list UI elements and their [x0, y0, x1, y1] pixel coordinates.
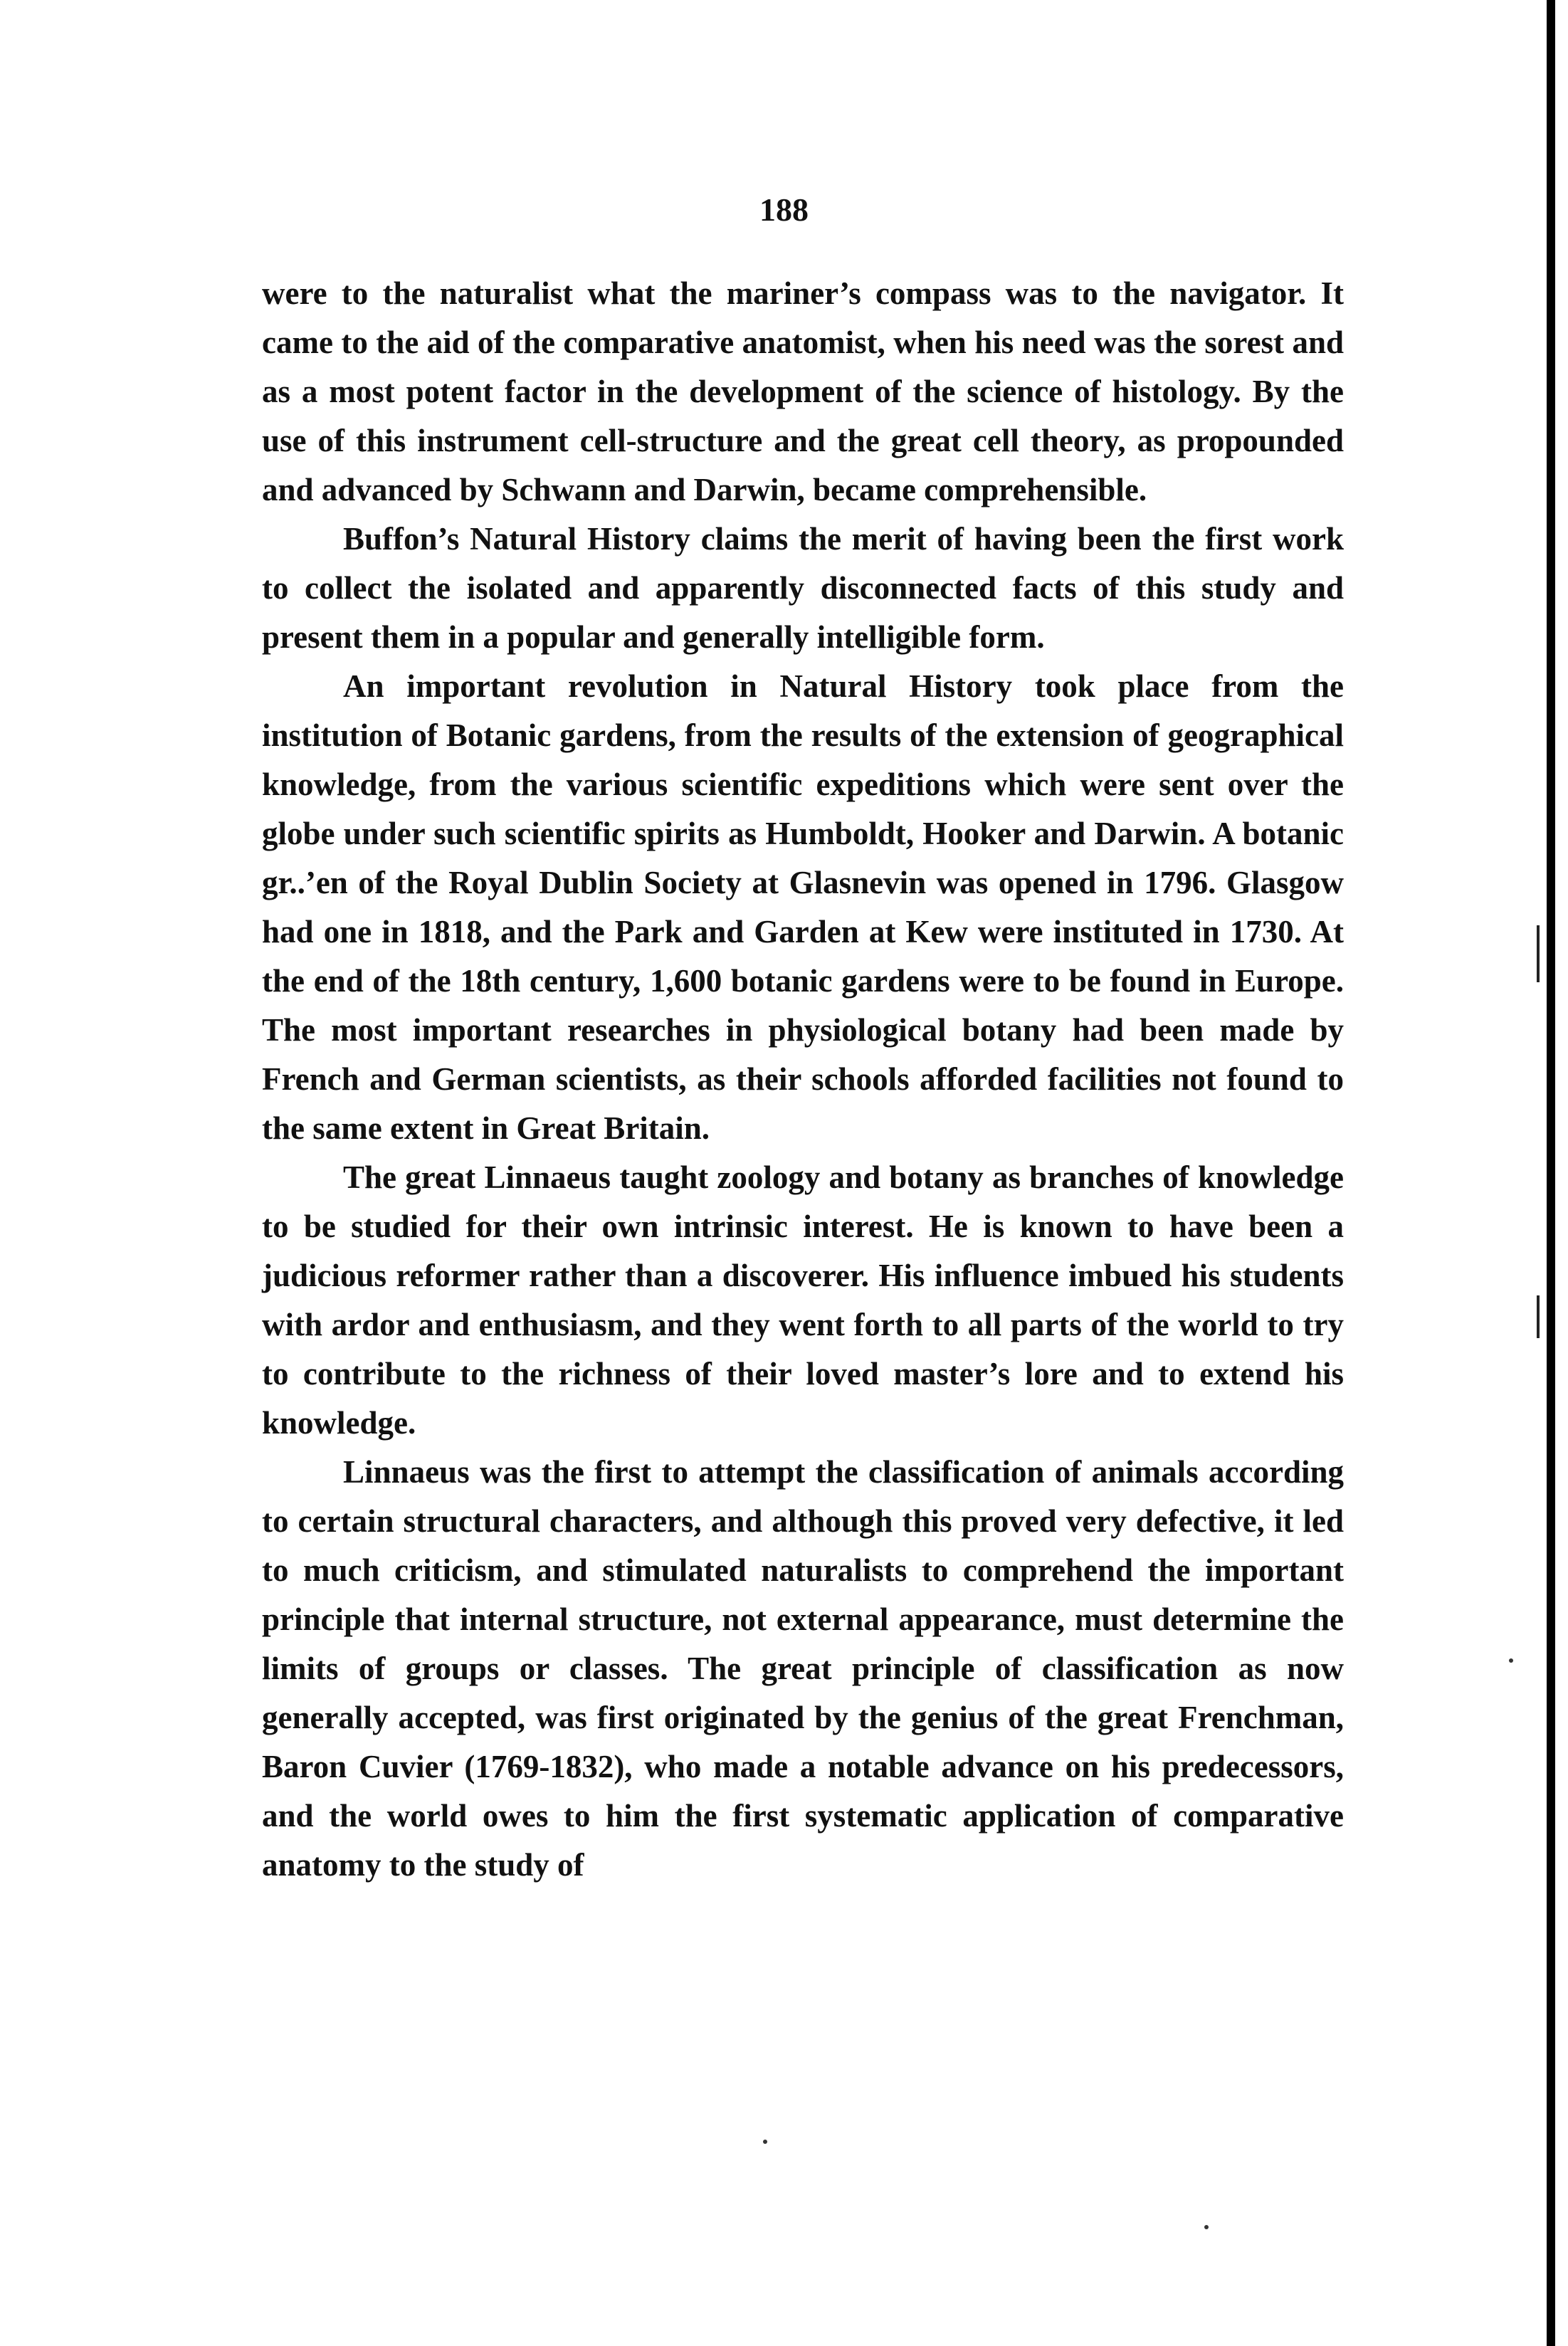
scan-speck: [763, 2140, 767, 2144]
paragraph-2: Buffon’s Natural History claims the merit of having been the first work to collect the isolated and apparently disconnected facts of this study and present them in a popular and generally intelligible form.: [262, 521, 1344, 655]
scan-edge-mark: [1537, 1295, 1540, 1338]
page-number: 188: [759, 191, 809, 228]
paragraph-4: The great Linnaeus taught zoology and botany as branches of knowledge to be studied for their own intrinsic interest. He is known to have been a judicious reformer rather than a discoverer. His influence imbued his students with ardor and enthusiasm, and they went forth to all parts of the world to try to contribute to the richness of their loved master’s lore and to extend his knowledge.: [262, 1159, 1344, 1441]
paragraph-5: Linnaeus was the first to attempt the classification of animals according to certain structural characters, and although this proved very defective, it led to much criticism, and stimulated naturalists to comprehend the important principle that internal structure, not external appearance, must determine the limits of groups or classes. The great principle of classification as now generally accepted, was first originated by the genius of the great Frenchman, Baron Cuvier (1769-1832), who made a notable advance on his predecessors, and the world owes to him the first systematic application of comparative anatomy to the study of: [262, 1454, 1344, 1883]
scan-speck: [1509, 1658, 1513, 1663]
paragraph-3: An important revolution in Natural History took place from the institution of Botanic gardens, from the results of the extension of geographical knowledge, from the various scientific expeditions which were sent over the globe under such scientific spirits as Humboldt, Hooker and Darwin. A botanic gr..’en of the Royal Dublin Society at Glasnevin was opened in 1796. Glasgow had one in 1818, and the Park and Garden at Kew were instituted in 1730. At the end of the 18th century, 1,600 botanic gardens were to be found in Europe. The most important researches in physiological botany had been made by French and German scientists, as their schools afforded facilities not found to the same extent in Great Britain.: [262, 668, 1344, 1146]
body-text: [262, 269, 1344, 1890]
scan-speck: [1204, 2225, 1209, 2229]
scan-edge-mark: [1537, 925, 1540, 982]
scan-edge-shadow: [1547, 0, 1555, 2346]
paragraph-1: were to the naturalist what the mariner’s compass was to the navigator. It came to the aid of the comparative anatomist, when his need was the sorest and as a most potent factor in the development of the science of histology. By the use of this instrument cell-structure and the great cell theory, as propounded and advanced by Schwann and Darwin, became comprehensible.: [262, 275, 1344, 507]
